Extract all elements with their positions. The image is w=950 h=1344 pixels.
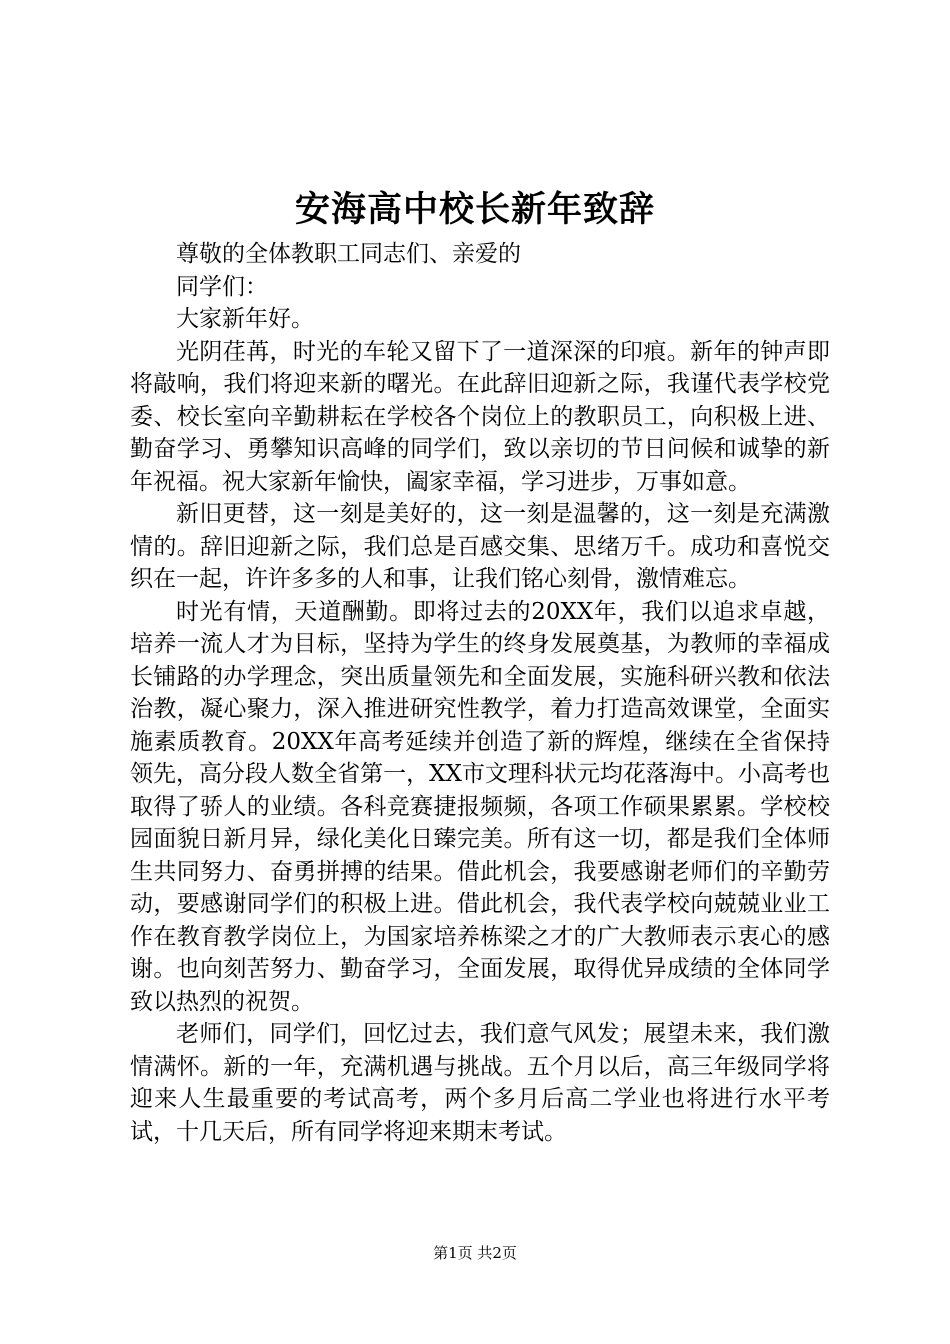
paragraph: 时光有情，天道酬勤。即将过去的20XX年，我们以追求卓越，培养一流人才为目标，坚持为学生的终身发展奠基，为教师的幸福成长铺路的办学理念，突出质量领先和全面发展，实施科研兴教和依法治教，凝心聚力，深入推进研究性教学，着力打造高效课堂，全面实施素质教育。20XX年高考延续并创造了新的辉煌，继续在全省保持领先，高分段人数全省第一，XX市文理科状元均花落海中。小高考也取得了骄人的业绩。各科竞赛捷报频频，各项工作硕果累累。学校校园面貌日新月异，绿化美化日臻完美。所有这一切，都是我们全体师生共同努力、奋勇拼搏的结果。借此机会，我要感谢老师们的辛勤劳动，要感谢同学们的积极上进。借此机会，我代表学校向兢兢业业工作在教育教学岗位上，为国家培养栋梁之才的广大教师表示衷心的感谢。也向刻苦努力、勤奋学习，全面发展，取得优异成绩的全体同学致以热烈的祝贺。	[130, 598, 830, 1015]
document-body	[130, 238, 830, 1148]
document-title: 安海高中校长新年致辞	[294, 189, 655, 230]
greeting-line-2: 同学们：	[176, 273, 268, 300]
paragraph: 光阴荏苒，时光的车轮又留下了一道深深的印痕。新年的钟声即将敲响，我们将迎来新的曙光。在此辞旧迎新之际，我谨代表学校党委、校长室向辛勤耕耘在学校各个岗位上的教职员工，向积极上进、勤奋学习、勇攀知识高峰的同学们，致以亲切的节日问候和诚挚的新年祝福。祝大家新年愉快，阖家幸福，学习进步，万事如意。	[130, 338, 830, 495]
page-footer: 第1页 共2页	[433, 1244, 517, 1262]
salutation: 大家新年好。	[176, 306, 314, 332]
paragraph: 老师们，同学们，回忆过去，我们意气风发；展望未来，我们激情满怀。新的一年，充满机遇与挑战。五个月以后，高三年级同学将迎来人生最重要的考试高考，两个多月后高二学业也将进行水平考试，十几天后，所有同学将迎来期末考试。	[130, 1021, 830, 1145]
greeting-line-1: 尊敬的全体教职工同志们、亲爱的	[176, 241, 521, 267]
paragraph: 新旧更替，这一刻是美好的，这一刻是温馨的，这一刻是充满激情的。辞旧迎新之际，我们总是百感交集、思绪万千。成功和喜悦交织在一起，许许多多的人和事，让我们铭心刻骨，激情难忘。	[130, 501, 830, 592]
